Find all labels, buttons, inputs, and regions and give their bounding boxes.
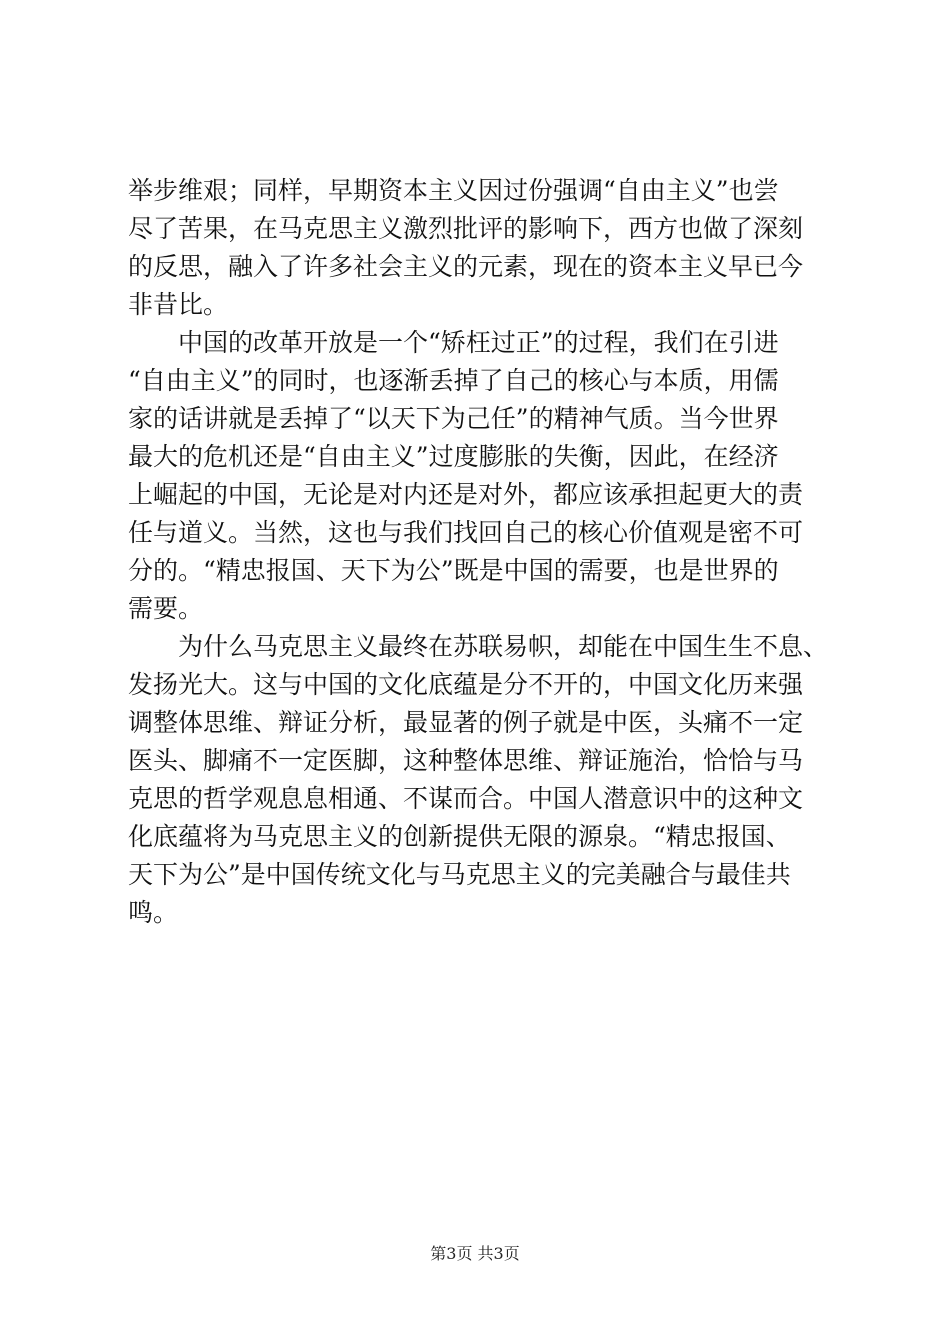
text-line: “自由主义”的同时，也逐渐丢掉了自己的核心与本质，用儒: [128, 366, 779, 395]
page-number-footer: 第3页 共3页: [430, 1244, 520, 1263]
text-line: 发扬光大。这与中国的文化底蕴是分不开的，中国文化历来强: [128, 670, 804, 699]
text-line: 中国的改革开放是一个“矫枉过正”的过程，我们在引进: [128, 328, 779, 357]
text-line: 天下为公”是中国传统文化与马克思主义的完美融合与最佳共: [128, 860, 791, 889]
text-line: 分的。“精忠报国、天下为公”既是中国的需要，也是世界的: [128, 556, 779, 585]
text-line: 化底蕴将为马克思主义的创新提供无限的源泉。“精忠报国、: [128, 822, 791, 851]
text-line: 医头、脚痛不一定医脚，这种整体思维、辩证施治，恰恰与马: [128, 746, 804, 775]
text-line: 任与道义。当然，这也与我们找回自己的核心价值观是密不可: [128, 518, 804, 547]
text-line: 的反思，融入了许多社会主义的元素，现在的资本主义早已今: [128, 252, 804, 281]
text-line: 调整体思维、辩证分析，最显著的例子就是中医，头痛不一定: [128, 708, 804, 737]
text-line: 需要。: [128, 594, 204, 623]
text-line: 举步维艰；同样，早期资本主义因过份强调“自由主义”也尝: [128, 176, 779, 205]
text-line: 为什么马克思主义最终在苏联易帜，却能在中国生生不息、: [128, 632, 829, 661]
text-line: 尽了苦果，在马克思主义激烈批评的影响下，西方也做了深刻: [128, 214, 804, 243]
text-line: 鸣。: [128, 898, 179, 927]
text-line: 家的话讲就是丢掉了“以天下为己任”的精神气质。当今世界: [128, 404, 779, 433]
text-line: 上崛起的中国，无论是对内还是对外，都应该承担起更大的责: [128, 480, 804, 509]
body-text: [128, 172, 830, 932]
text-line: 克思的哲学观息息相通、不谋而合。中国人潜意识中的这种文: [128, 784, 804, 813]
text-line: 最大的危机还是“自由主义”过度膨胀的失衡，因此，在经济: [128, 442, 779, 471]
text-line: 非昔比。: [128, 290, 229, 319]
